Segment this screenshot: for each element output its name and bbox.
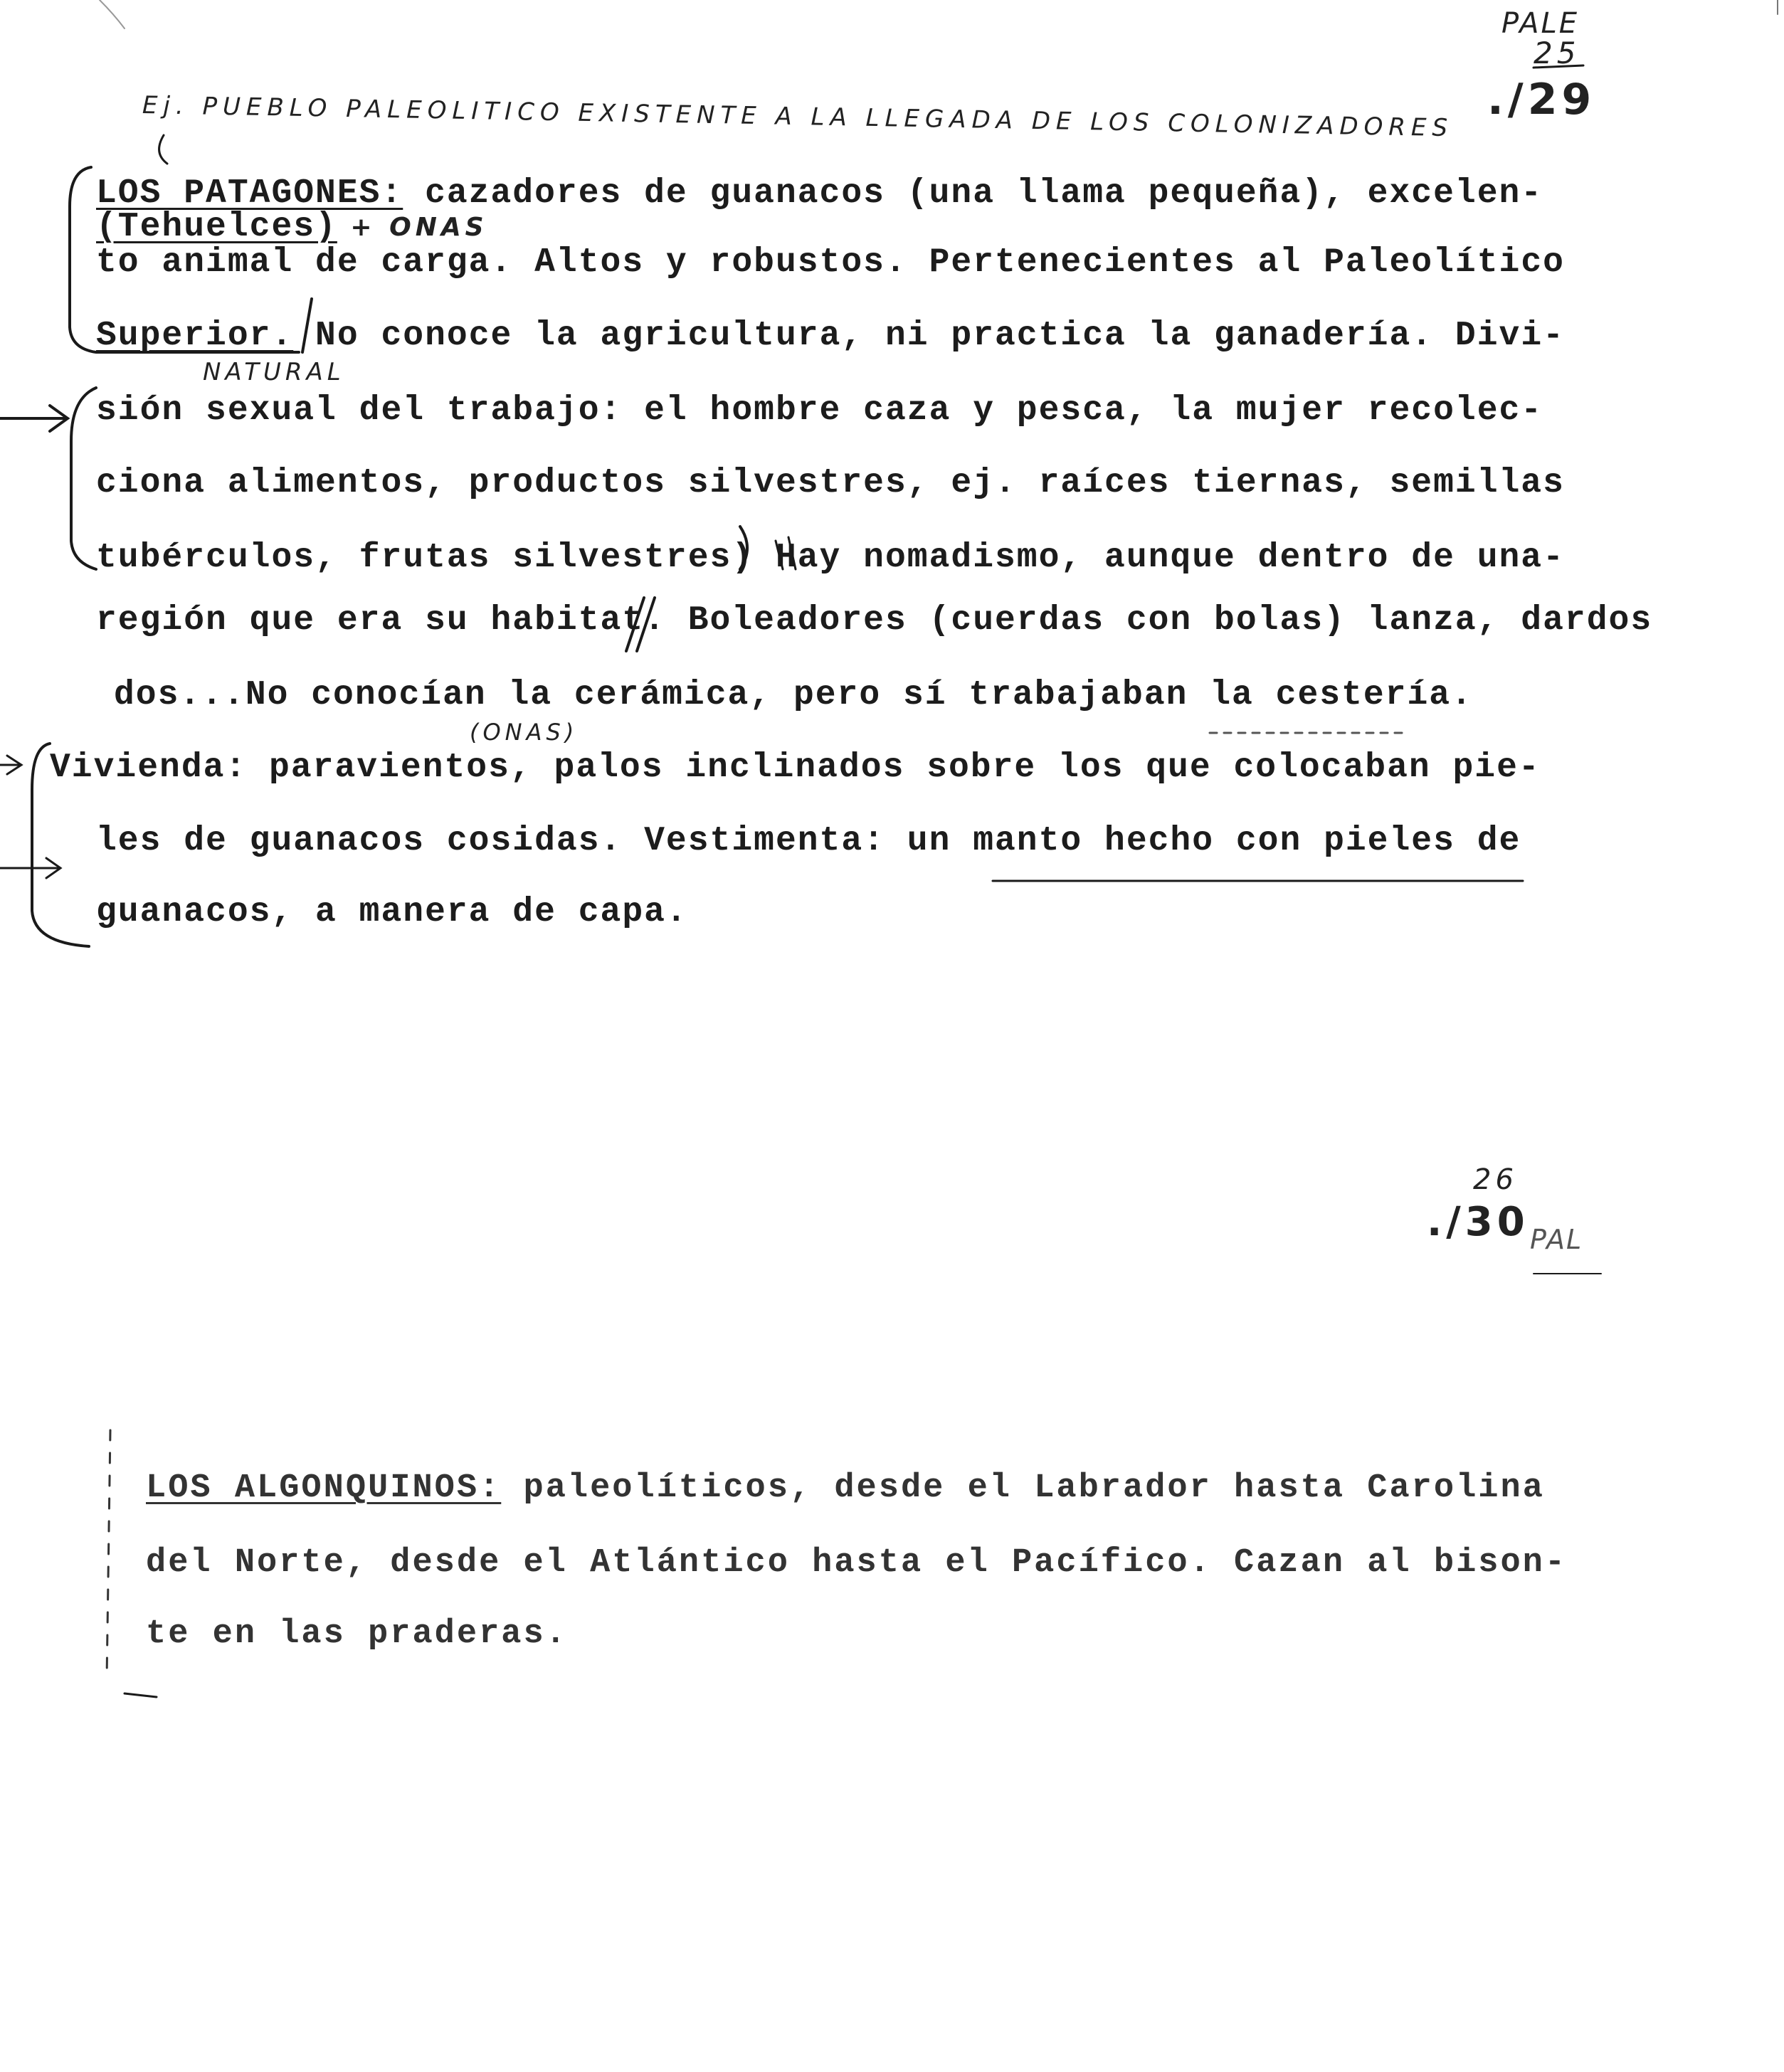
heading-algonquinos: LOS ALGONQUINOS:: [146, 1469, 502, 1507]
text-line: dos...No conocían la cerámica, pero sí trabajaban la cestería.: [114, 676, 1473, 714]
text-line: guanacos, a manera de capa.: [96, 893, 688, 931]
text-span: cazadores de guanacos (una llama pequeña), excelen-: [403, 174, 1543, 213]
text-span: Altos y robustos. Pertenecientes al Paleolítico: [512, 243, 1565, 282]
text-line: ciona alimentos, productos silvestres, ej. raíces tiernas, semillas: [96, 464, 1565, 502]
handwritten-onas: + ONAS: [337, 213, 488, 242]
text-span: to animal de carga.: [96, 243, 513, 282]
text-line: del Norte, desde el Atlántico hasta el Pacífico. Cazan al bison-: [146, 1544, 1568, 1582]
page-number-2: 26: [1473, 1163, 1518, 1196]
text-span: No conoce la agricultura, ni practica la ganadería. Divi-: [293, 317, 1565, 355]
text-line: te en las praderas.: [146, 1615, 568, 1653]
text-line: les de guanacos cosidas. Vestimenta: un manto hecho con pieles de: [96, 822, 1521, 860]
page-number: 25: [1534, 36, 1580, 70]
heading-patagones: LOS PATAGONES:: [96, 174, 403, 213]
handwritten-natural: NATURAL: [203, 358, 345, 386]
text-line: tubérculos, frutas silvestres) Hay nomadismo, aunque dentro de una-: [96, 539, 1565, 577]
page-label-2: PAL: [1530, 1224, 1583, 1255]
folio-number-2: ./30: [1427, 1199, 1529, 1245]
tribe-tehuelces: (Tehuelces): [96, 208, 337, 246]
page-label: PALE: [1501, 7, 1580, 40]
folio-number: ./29: [1487, 75, 1596, 125]
text-line: región que era su habitat. Boleadores (cuerdas con bolas) lanza, dardos: [96, 601, 1653, 640]
text-line: Vivienda: paravientos, palos inclinados sobre los que colocaban pie-: [50, 749, 1541, 787]
heading-note: Ej. PUEBLO PALEOLITICO EXISTENTE A LA LLEGADA DE LOS COLONIZADORES: [142, 91, 1454, 143]
text-span: Superior.: [96, 317, 294, 355]
handwritten-onas-2: (ONAS): [470, 719, 579, 746]
text-line: sión sexual del trabajo: el hombre caza y pesca, la mujer recolec-: [96, 391, 1543, 430]
text-span: paleolíticos, desde el Labrador hasta Carolina: [501, 1469, 1545, 1507]
